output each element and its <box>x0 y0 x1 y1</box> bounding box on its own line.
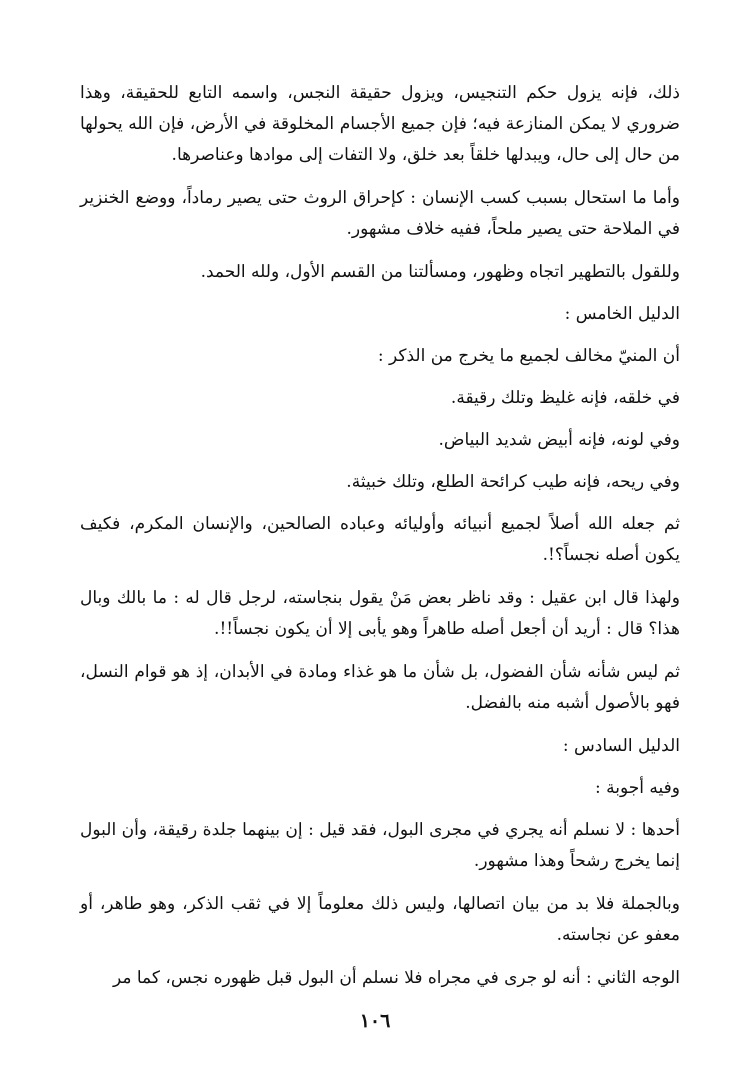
paragraph-transformation: ذلك، فإنه يزول حكم التنجيس، ويزول حقيقة النجس، واسمه التابع للحقيقة، وهذا ضروري لا يمكن المنازعة فيه؛ فإن جميع الأجسام المخلوقة في الأرض، فإن الله يحولها من حال إلى حال، ويبدلها خلقاً بعد خلق، ولا التفات إلى موادها وعناصرها. <box>80 83 680 165</box>
page-body <box>80 78 680 1005</box>
paragraph-human-transformation: وأما ما استحال بسبب كسب الإنسان : كإحراق الروث حتى يصير رماداً، ووضع الخنزير في الملاحة حتى يصير ملحاً، ففيه خلاف مشهور. <box>80 188 680 239</box>
paragraph-second-aspect: الوجه الثاني : أنه لو جرى في مجراه فلا نسلم أن البول قبل ظهوره نجس، كما مر <box>112 968 680 988</box>
paragraph-answers: وفيه أجوبة : <box>595 778 680 798</box>
page-number: ١٠٦ <box>359 1010 391 1032</box>
list-item-creation: في خلقه، فإنه غليظ وتلك رقيقة. <box>450 388 680 408</box>
paragraph-origin-of-prophets: ثم جعله الله أصلاً لجميع أنبيائه وأوليائه وعباده الصالحين، والإنسان المكرم، فكيف يكون أصله نجساً؟!. <box>80 514 680 565</box>
paragraph-ibn-aqil: ولهذا قال ابن عقيل : وقد ناظر بعض مَنْ يقول بنجاسته، لرجل قال له : ما بالك وبال هذا؟ قال : أريد أن أجعل أصله طاهراً وهو يأبى إلا أن يكون نجساً!!. <box>80 588 680 639</box>
heading-fifth-evidence: الدليل الخامس : <box>564 304 680 324</box>
heading-sixth-evidence: الدليل السادس : <box>562 736 680 756</box>
paragraph-not-waste: ثم ليس شأنه شأن الفضول، بل شأن ما هو غذاء ومادة في الأبدان، إذ هو قوام النسل، فهو بالأصول أشبه منه بالفضل. <box>80 662 680 713</box>
paragraph-purification-view: وللقول بالتطهير اتجاه وظهور، ومسألتنا من القسم الأول، ولله الحمد. <box>200 262 680 282</box>
list-item-smell: وفي ريحه، فإنه طيب كرائحة الطلع، وتلك خبيثة. <box>346 472 680 492</box>
paragraph-first-answer: أحدها : لا نسلم أنه يجري في مجرى البول، فقد قيل : إن بينهما جلدة رقيقة، وأن البول إنما يخرج رشحاً وهذا مشهور. <box>80 820 680 871</box>
list-item-color: وفي لونه، فإنه أبيض شديد البياض. <box>438 430 680 450</box>
paragraph-semen-differs: أن المنيّ مخالف لجميع ما يخرج من الذكر : <box>377 346 680 366</box>
paragraph-in-sum: وبالجملة فلا بد من بيان اتصالها، وليس ذلك معلوماً إلا في ثقب الذكر، وهو طاهر، أو معفو عن نجاسته. <box>80 894 680 945</box>
